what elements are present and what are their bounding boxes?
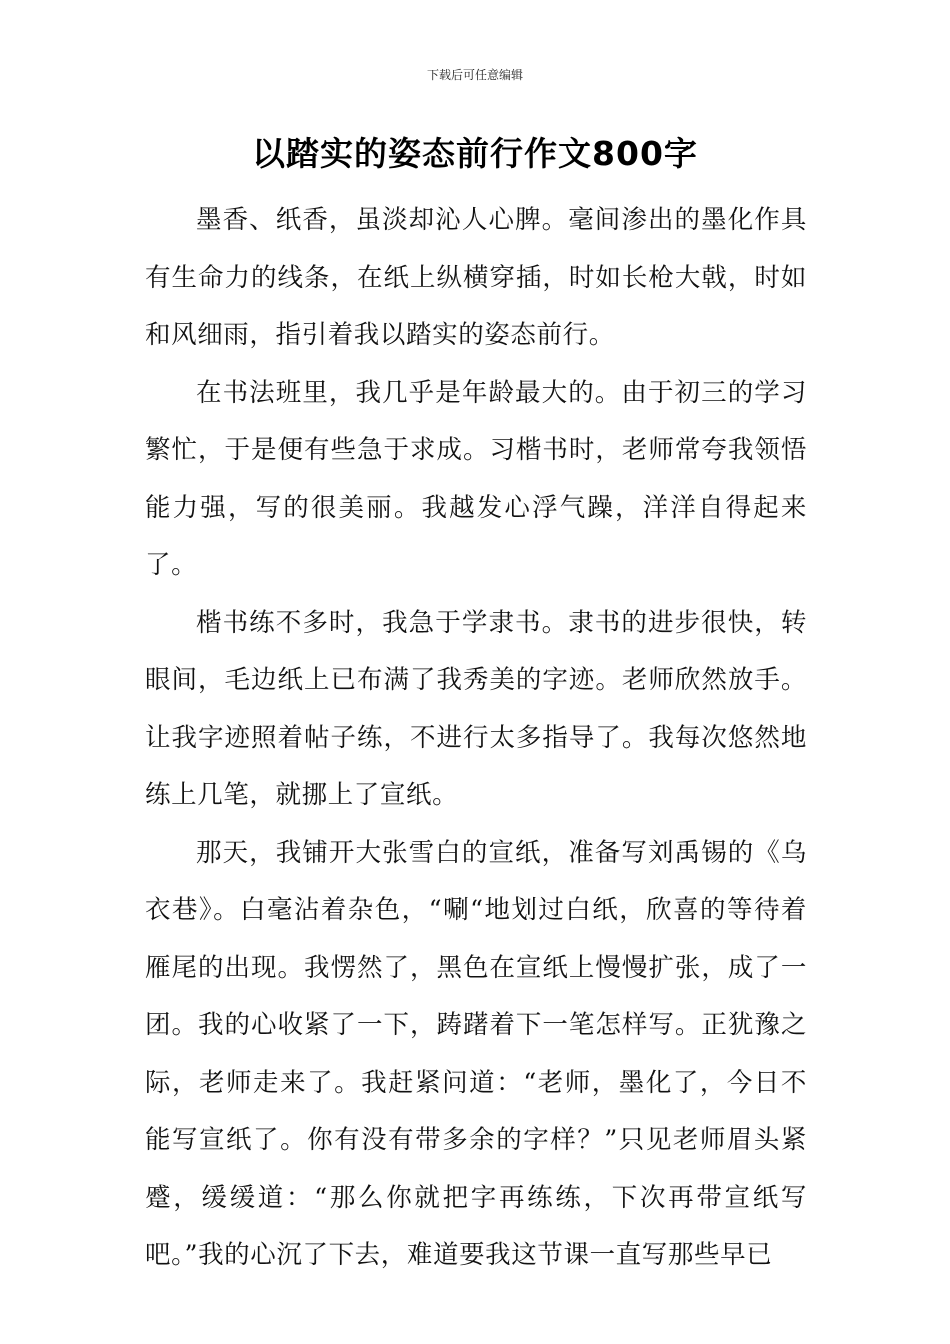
essay-title: 以踏实的姿态前行作文800字 [252,134,698,173]
paragraph-4: 那天，我铺开大张雪白的宣纸，准备写刘禹锡的《乌衣巷》。白毫沾着杂色，“唰“地划过白纸，欣喜的等待着雁尾的出现。我愣然了，黑色在宣纸上慢慢扩张，成了一团。我的心收紧了一下，踌躇着下一笔怎样写。正犹豫之际，老师走来了。我赶紧问道：“老师，墨化了，今日不能写宣纸了。你有没有带多余的字样？”只见老师眉头紧蹙，缓缓道：“那么你就把字再练练，下次再带宣纸写吧。”我的心沉了下去，难道要我这节课一直写那些早已 [145,837,807,1270]
paragraph-1: 墨香、纸香，虽淡却沁人心脾。毫间渗出的墨化作具有生命力的线条，在纸上纵横穿插，时如长枪大戟，时如和风细雨，指引着我以踏实的姿态前行。 [145,205,807,350]
paragraph-2: 在书法班里，我几乎是年龄最大的。由于初三的学习繁忙，于是便有些急于求成。习楷书时，老师常夸我领悟能力强，写的很美丽。我越发心浮气躁，洋洋自得起来了。 [145,377,807,580]
essay-body [145,192,807,1285]
page-header-note: 下载后可任意编辑 [426,68,523,82]
paragraph-3: 楷书练不多时，我急于学隶书。隶书的进步很快，转眼间，毛边纸上已布满了我秀美的字迹。老师欣然放手。让我字迹照着帖子练，不进行太多指导了。我每次悠然地练上几笔，就挪上了宣纸。 [145,607,807,810]
